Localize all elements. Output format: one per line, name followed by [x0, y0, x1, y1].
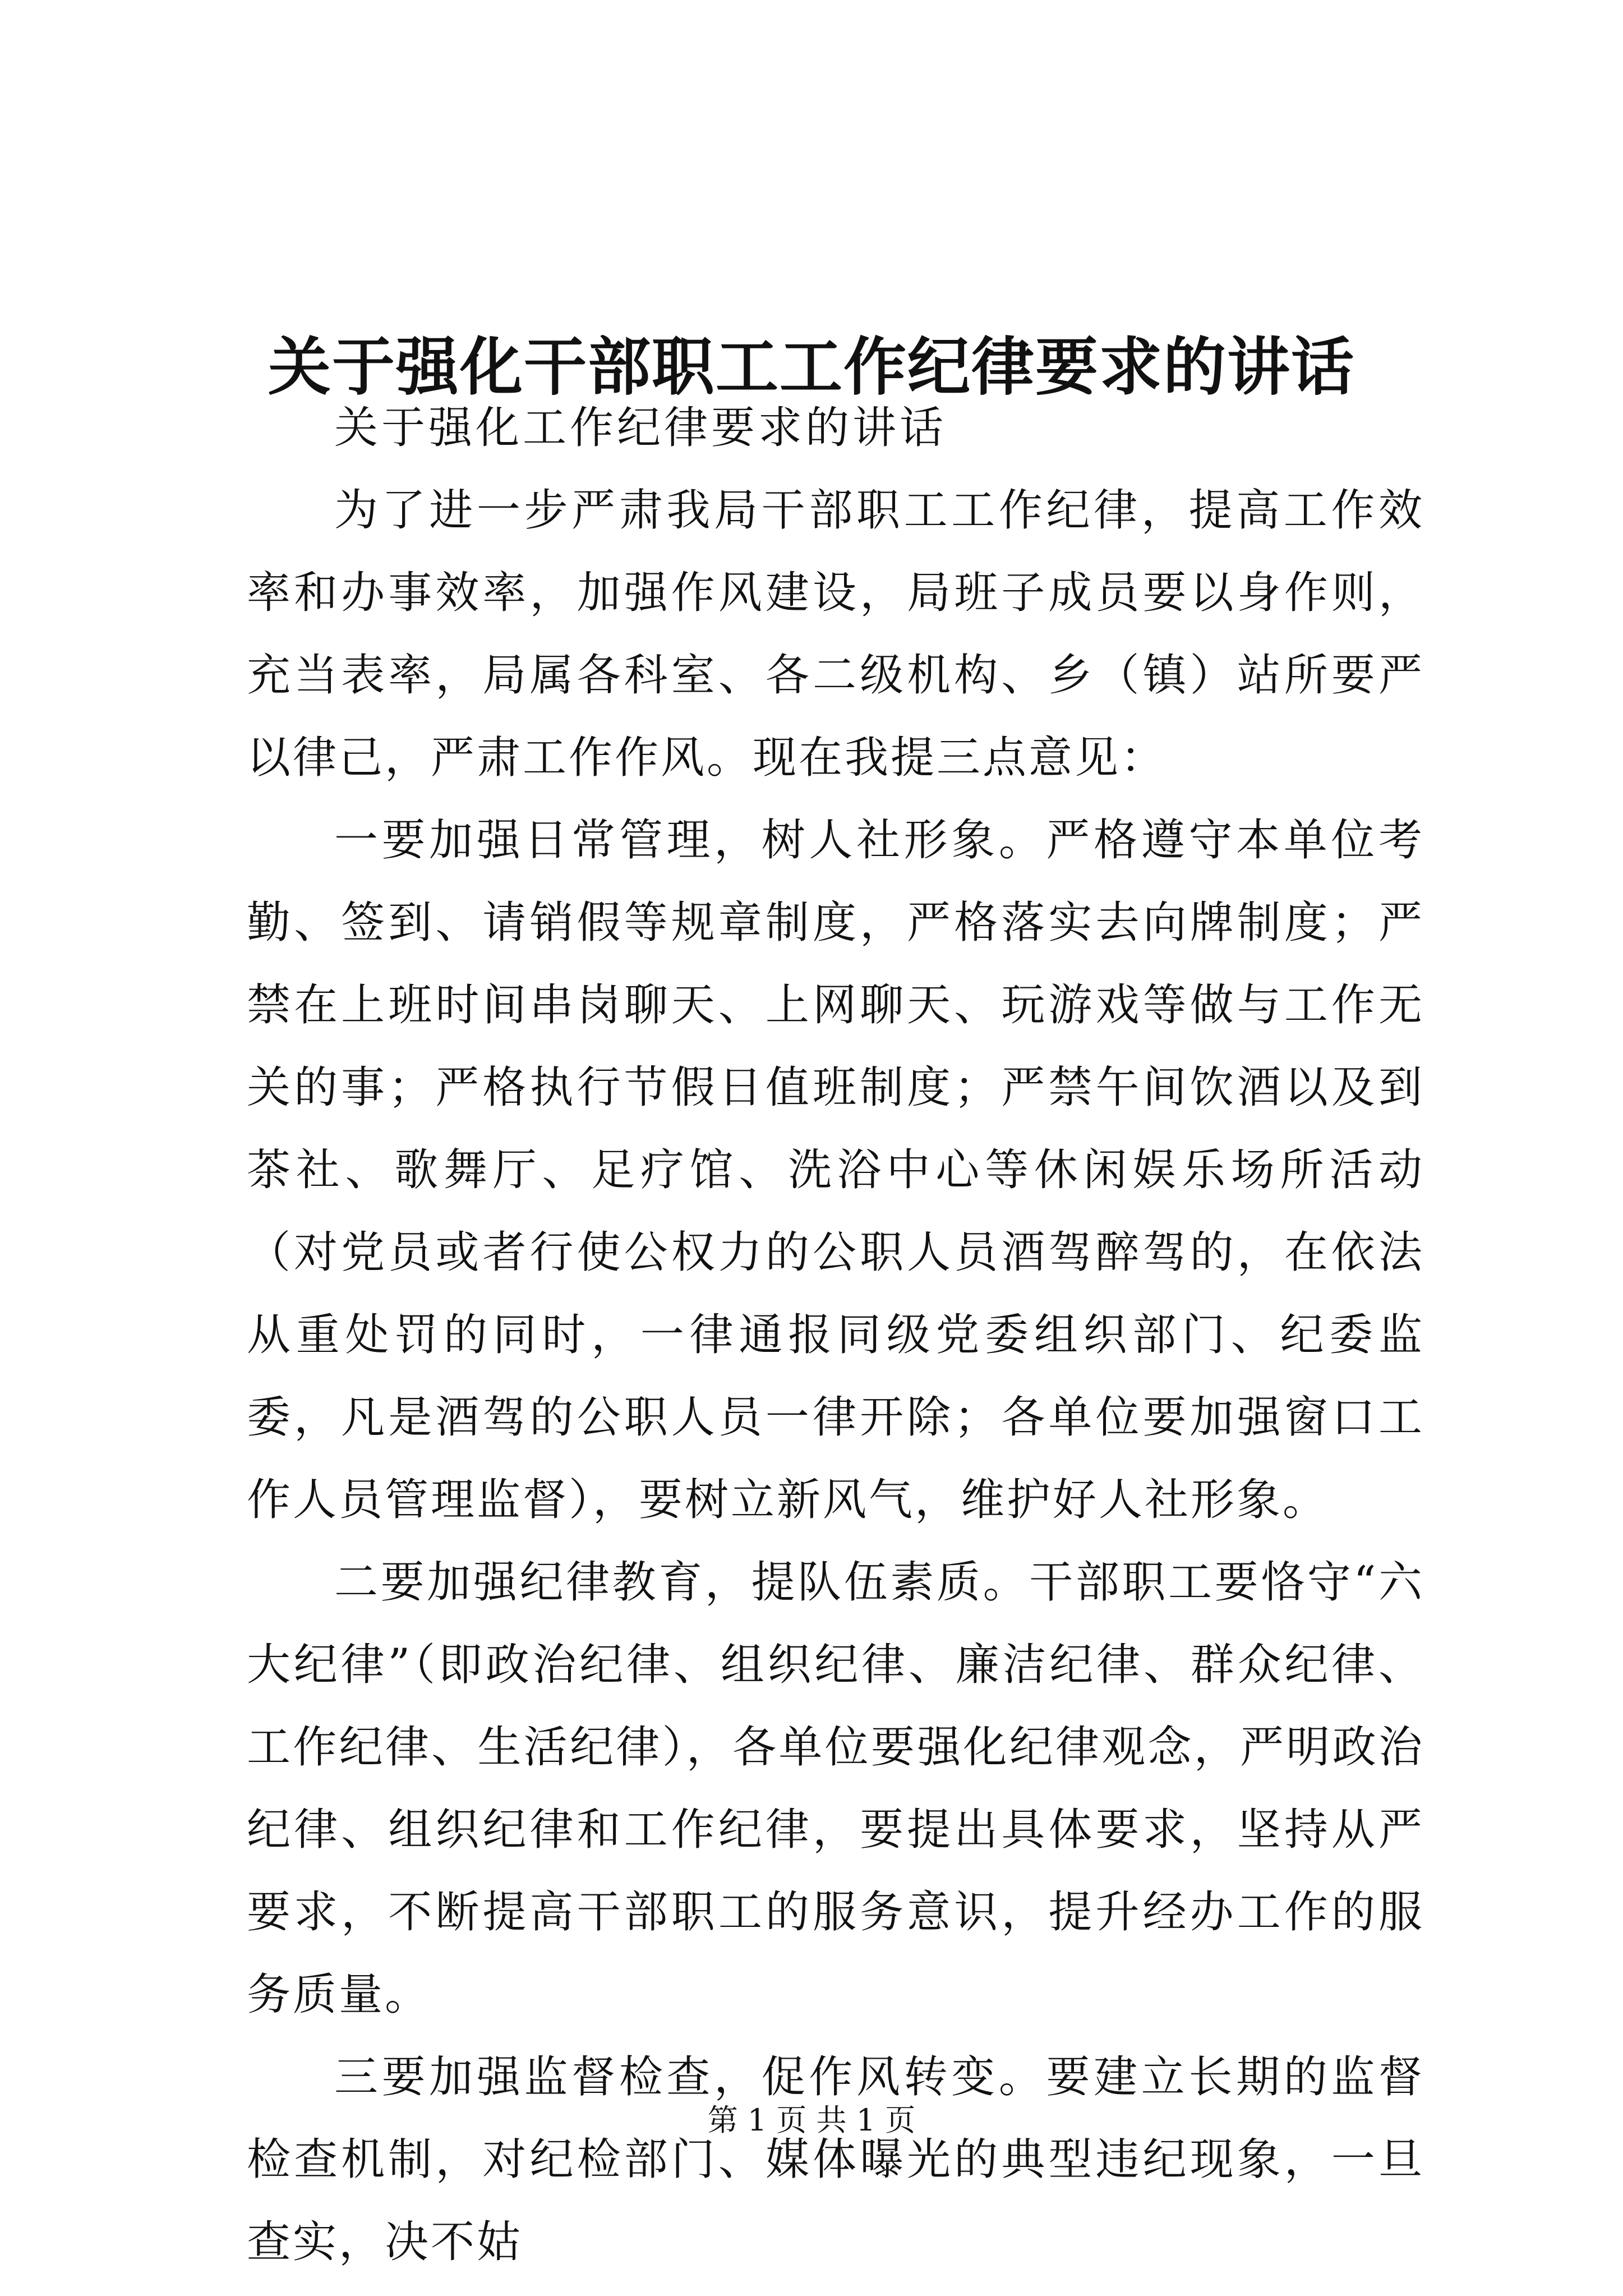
paragraph-point-2: 二要加强纪律教育，提队伍素质。干部职工要恪守“六大纪律”（即政治纪律、组织纪律、廉洁纪律、群众纪律、工作纪律、生活纪律），各单位要强化纪律观念，严明政治纪律、组织纪律和工作纪律，要提出具体要求，坚持从严要求，不断提高干部职工的服务意识，提升经办工作的服务质量。	[247, 1557, 1424, 2020]
paragraph-intro: 为了进一步严肃我局干部职工工作纪律，提高工作效率和办事效率，加强作风建设，局班子成员要以身作则，充当表率，局属各科室、各二级机构、乡（镇）站所要严以律己，严肃工作作风。现在我提三点意见：	[247, 485, 1424, 783]
document-subtitle: 关于强化工作纪律要求的讲话	[334, 403, 947, 453]
document-title: 关于强化干部职工工作纪律要求的讲话	[268, 330, 1355, 404]
paragraph-point-3: 三要加强监督检查，促作风转变。要建立长期的监督检查机制，对纪检部门、媒体曝光的典型违纪现象，一旦查实，决不姑	[247, 2052, 1424, 2267]
document-body	[247, 387, 1424, 2284]
page-number-footer: 第 1 页 共 1 页	[707, 2102, 916, 2138]
paragraph-point-1: 一要加强日常管理，树人社形象。严格遵守本单位考勤、签到、请销假等规章制度，严格落实去向牌制度；严禁在上班时间串岗聊天、上网聊天、玩游戏等做与工作无关的事；严格执行节假日值班制度；严禁午间饮酒以及到茶社、歌舞厅、足疗馆、洗浴中心等休闲娱乐场所活动（对党员或者行使公权力的公职人员酒驾醉驾的，在依法从重处罚的同时，一律通报同级党委组织部门、纪委监委，凡是酒驾的公职人员一律开除；各单位要加强窗口工作人员管理监督），要树立新风气，维护好人社形象。	[247, 815, 1424, 1525]
